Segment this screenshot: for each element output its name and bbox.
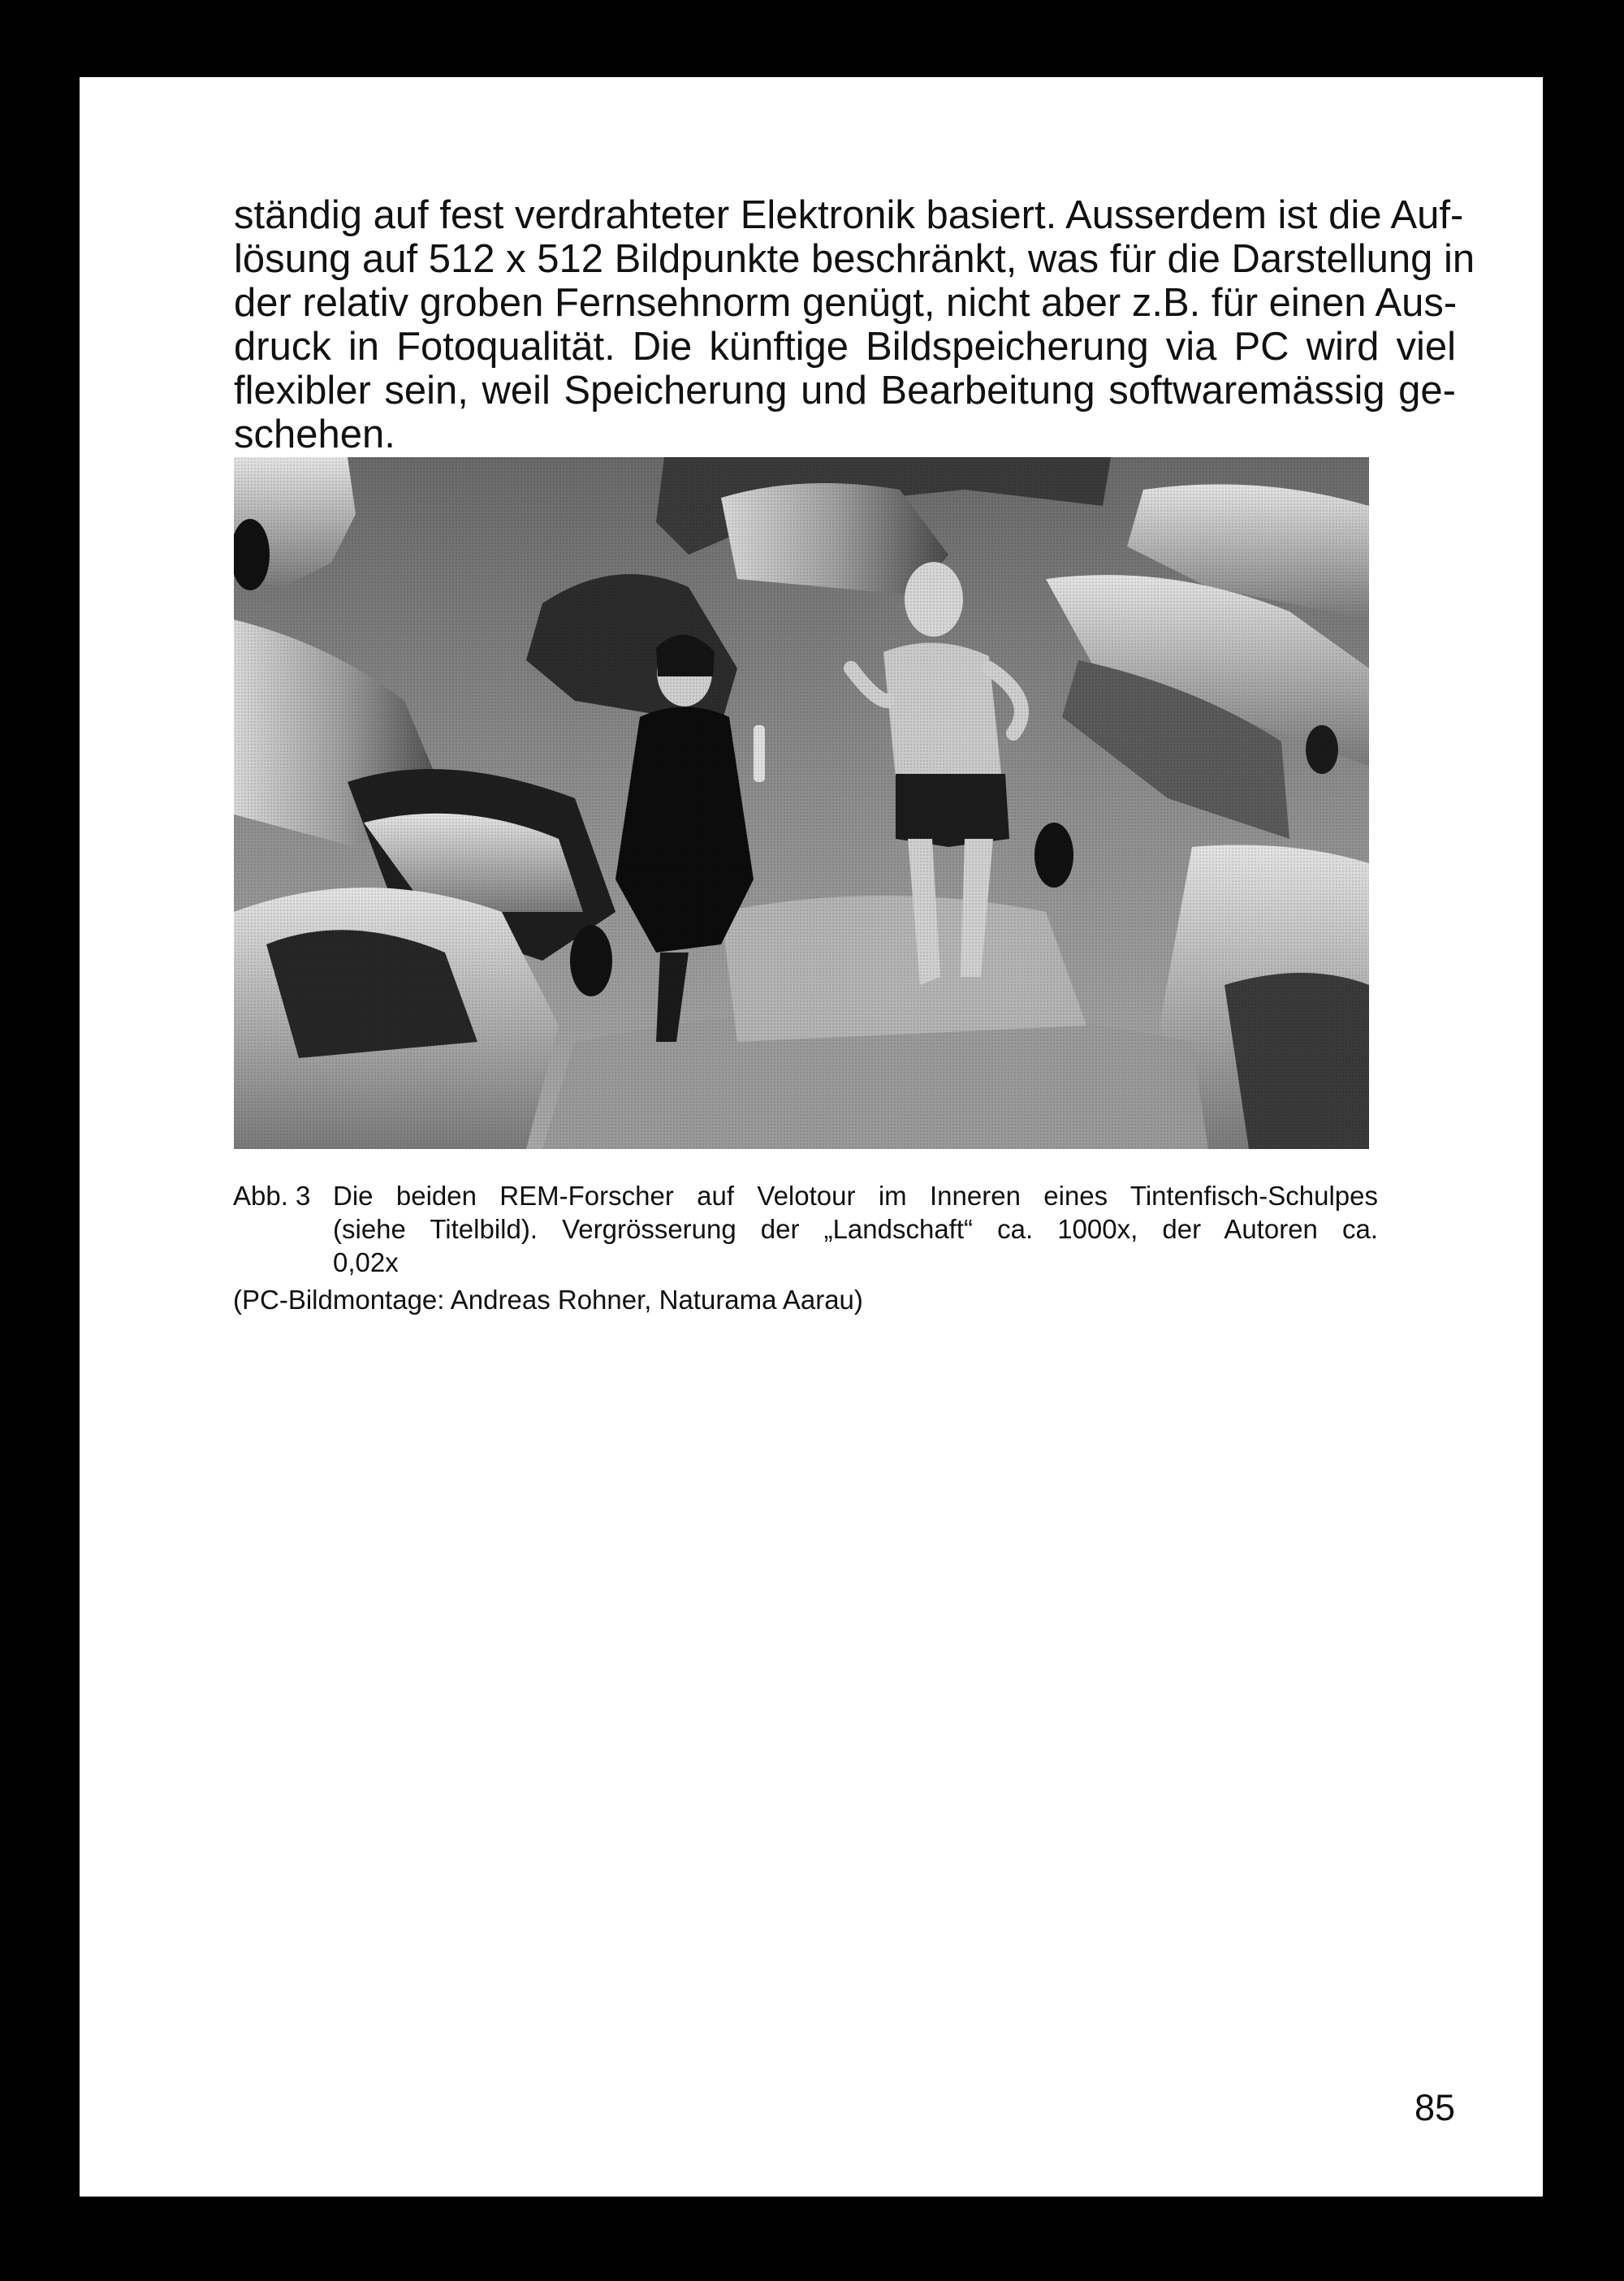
document-page — [80, 77, 1543, 2197]
body-line: druck in Fotoqualität. Die künftige Bildspeicherung via PC wird viel — [234, 325, 1456, 369]
page-number: 85 — [1414, 2087, 1455, 2128]
body-line: schehen. — [234, 413, 395, 456]
body-line: der relativ groben Fernsehnorm genügt, nicht aber z.B. für einen Aus- — [234, 281, 1458, 325]
body-line: lösung auf 512 x 512 Bildpunkte beschränkt, was für die Darstellung in — [234, 237, 1475, 281]
body-line: flexibler sein, weil Speicherung und Bearbeitung softwaremässig ge- — [234, 369, 1456, 413]
caption-line: Die beiden REM-Forscher auf Velotour im Inneren eines Tintenfisch-Schulpes — [333, 1181, 1378, 1211]
image-credit: (PC-Bildmontage: Andreas Rohner, Naturama Aarau) — [233, 1285, 863, 1315]
caption-line: (siehe Titelbild). Vergrösserung der „Landschaft“ ca. 1000x, der Autoren ca. — [333, 1214, 1378, 1244]
sem-photomontage-figure — [234, 457, 1369, 1149]
sem-photo-illustration — [234, 457, 1369, 1149]
body-line: ständig auf fest verdrahteter Elektronik basiert. Ausserdem ist die Auf- — [234, 193, 1464, 237]
caption-label: Abb. 3 — [233, 1181, 311, 1211]
caption-line: 0,02x — [333, 1247, 399, 1277]
figure-caption — [233, 1179, 1378, 1279]
body-paragraph — [234, 193, 1475, 456]
